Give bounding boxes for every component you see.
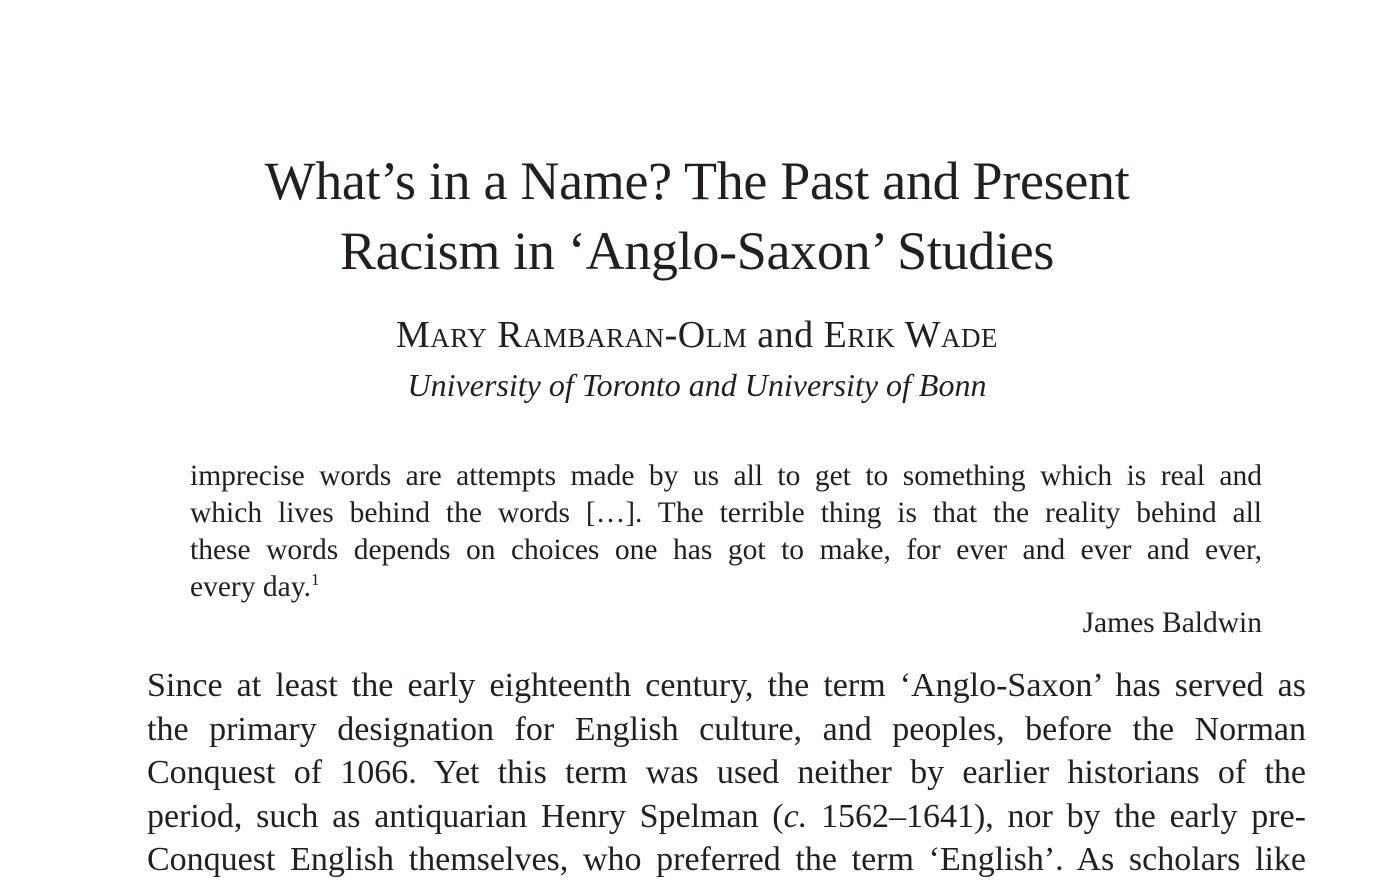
paper-title (0, 146, 1394, 286)
author-name-1: Mary Rambaran-Olm (395, 314, 748, 356)
body-line: Conquest of 1066. Yet this term was used neither by earlier historians of the (147, 754, 1306, 791)
circa-abbreviation: c. (783, 797, 808, 835)
epigraph-line: imprecise words are attempts made by us all to get to something which is real and (190, 460, 1262, 492)
body-paragraph (147, 664, 1306, 882)
body-text-segment: 1562–1641), nor by the early pre- (807, 797, 1306, 835)
epigraph-line-text: every day. (190, 571, 311, 603)
author-line (0, 312, 1394, 358)
body-text-segment: period, such as antiquarian Henry Spelman ( (147, 797, 784, 835)
body-line: Since at least the early eighteenth century, the term ‘Anglo-Saxon’ has served as (147, 667, 1306, 704)
affiliation: University of Toronto and University of Bonn (407, 367, 987, 403)
author-connector: and (757, 314, 814, 356)
body-line-mixed (147, 795, 1306, 839)
epigraph-line-last (190, 569, 1262, 606)
epigraph-line: these words depends on choices one has got to make, for ever and ever and ever, (190, 534, 1262, 566)
epigraph-line: which lives behind the words […]. The terrible thing is that the reality behind all (190, 497, 1262, 529)
footnote-marker[interactable]: 1 (310, 570, 320, 590)
epigraph-attribution: James Baldwin (1082, 607, 1262, 639)
epigraph-quote (190, 458, 1262, 606)
title-line-1: What’s in a Name? The Past and Present (264, 151, 1130, 211)
body-line: the primary designation for English culture, and peoples, before the Norman (147, 710, 1306, 748)
author-name-2: Erik Wade (823, 314, 999, 356)
body-line: Conquest English themselves, who preferred the term ‘English’. As scholars like (147, 841, 1306, 878)
title-line-2: Racism in ‘Anglo-Saxon’ Studies (339, 221, 1055, 281)
